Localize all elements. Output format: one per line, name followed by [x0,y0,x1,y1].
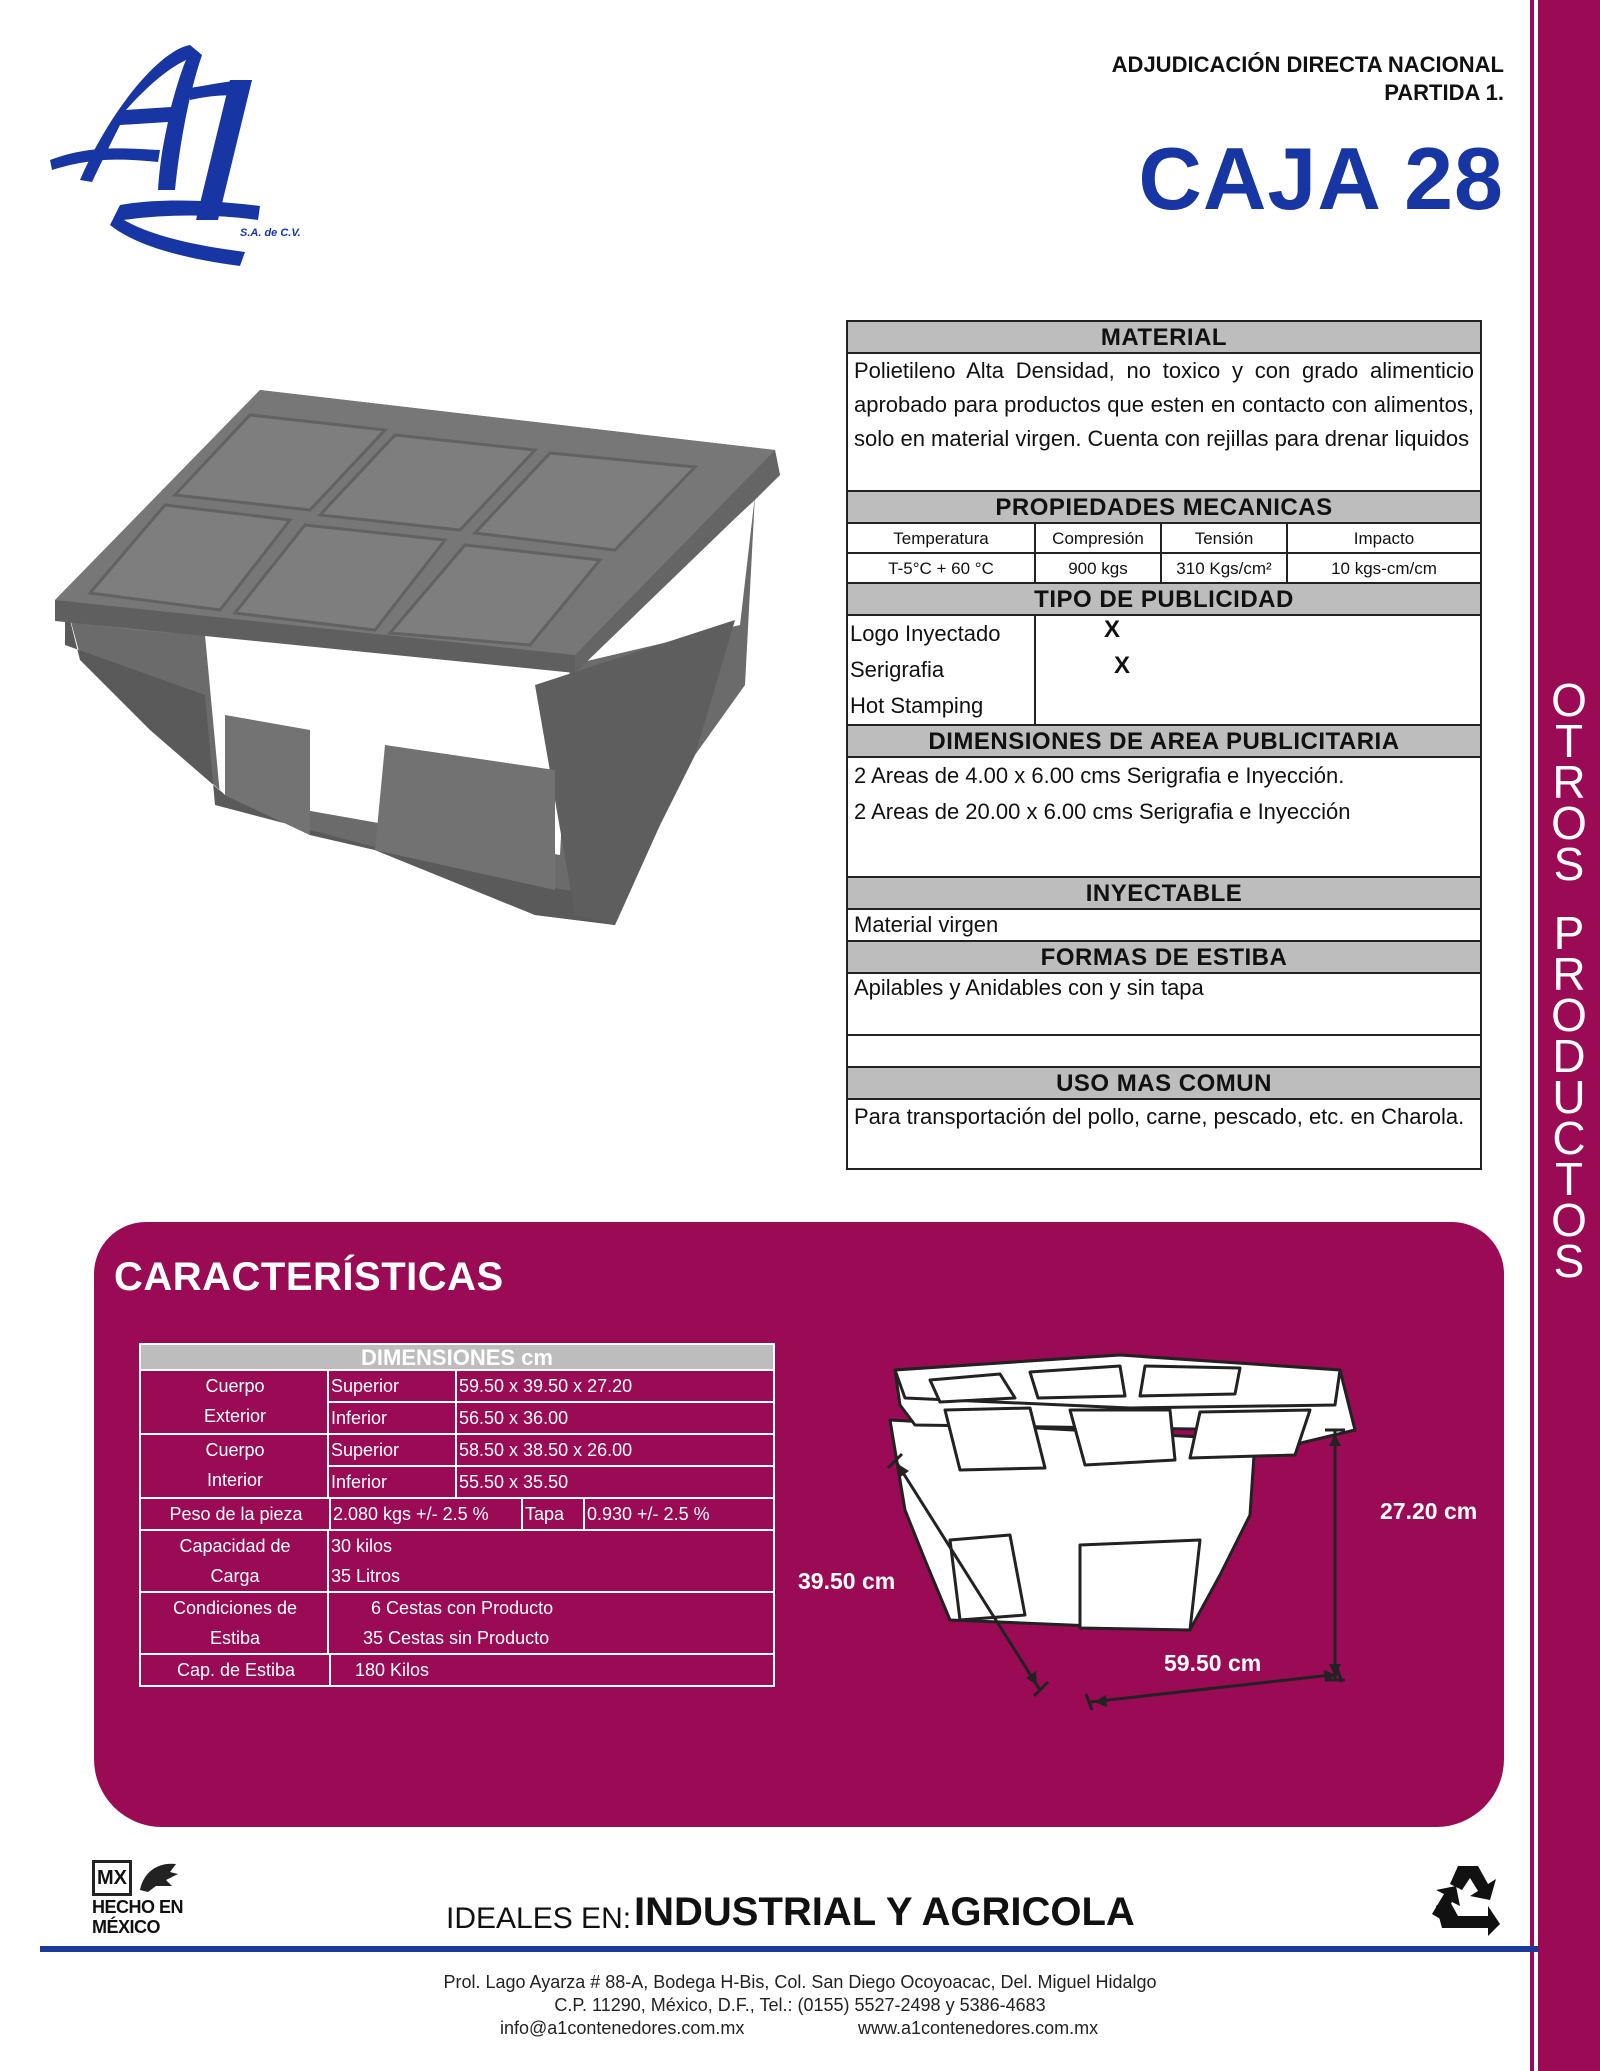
material-text: Polietileno Alta Densidad, no toxico y con grado alimenticio aprobado para productos que esten en contacto con alimentos, solo en material virgen. Cuenta con rejillas para drenar liquidos [848,354,1480,492]
company-logo [40,30,310,300]
weight-value: 2.080 kgs +/- 2.5 % [331,1499,523,1529]
side-label-letter: U [1552,1071,1586,1123]
mech-value-temperature: T-5°C + 60 °C [848,554,1036,582]
interior-superior-label: Superior [329,1435,455,1467]
mx-line-1: HECHO EN [92,1897,184,1917]
address-line-2: C.P. 11290, México, D.F., Tel.: (0155) 5527-2498 y 5386-4683 [554,1995,1046,2015]
stacking-blank-row [848,1036,1480,1068]
exterior-superior-value: 59.50 x 39.50 x 27.20 [457,1371,773,1403]
stacking-heading: FORMAS DE ESTIBA [848,942,1480,974]
capacity-label-1: Capacidad de [179,1536,291,1556]
dimensions-heading: DIMENSIONES cm [141,1345,773,1371]
stack-capacity-label: Cap. de Estiba [141,1655,331,1685]
spec-table [846,320,1482,1170]
product-photo [55,385,795,930]
side-label-letter: R [1552,948,1586,1000]
publicity-item: Serigrafia [850,657,945,682]
interior-inferior-label: Inferior [331,1472,388,1492]
ideales-value: INDUSTRIAL Y AGRICOLA [634,1890,1135,1934]
mech-header-impact: Impacto [1353,529,1415,548]
address-line-1: Prol. Lago Ayarza # 88-A, Bodega H-Bis, Col. San Diego Ocoyoacac, Del. Miguel Hidalgo [443,1972,1157,1992]
exterior-label-1: Cuerpo [205,1376,265,1396]
interior-label-1: Cuerpo [205,1440,265,1460]
side-label-letter: R [1552,756,1586,808]
publicity-item: Logo Inyectado [850,621,1001,646]
website-link[interactable]: www.a1contenedores.com.mx [858,2018,1099,2038]
capacity-row [141,1531,773,1593]
side-label-letter: C [1552,1112,1586,1164]
ideales-label: IDEALES EN: [446,1902,632,1935]
diagram-length-label: 59.50 cm [1164,1650,1262,1676]
weight-row [141,1499,773,1531]
exterior-label [141,1371,329,1433]
publicity-marks [1036,616,1480,724]
exterior-values [457,1371,773,1433]
area-heading: DIMENSIONES DE AREA PUBLICITARIA [848,726,1480,758]
usage-heading: USO MAS COMUN [848,1068,1480,1100]
stack-conditions-label-2: Estiba [209,1628,261,1648]
area-body [848,758,1480,878]
stack-conditions-value-2: 35 Cestas sin Producto [363,1628,550,1648]
interior-inferior-value: 55.50 x 35.50 [459,1472,569,1492]
mx-badge: MX [92,1860,132,1896]
header-line-2: PARTIDA 1. [1384,80,1504,105]
interior-values [457,1435,773,1497]
mech-header-compression: Compresión [1036,524,1162,552]
recycle-icon [1428,1862,1508,1938]
side-label-letter: T [1554,1153,1584,1205]
product-title: CAJA 28 [1138,129,1504,228]
interior-label [141,1435,329,1497]
diagram-width-label: 39.50 cm [798,1568,896,1594]
interior-label-2: Interior [206,1470,264,1490]
stack-conditions-row [141,1593,773,1655]
mech-header-tension: Tensión [1162,524,1288,552]
capacity-values [329,1531,773,1591]
exterior-label-2: Exterior [203,1406,266,1426]
publicity-labels [848,616,1036,724]
side-label-letter: O [1551,674,1587,726]
injectable-heading: INYECTABLE [848,878,1480,910]
interior-sublabels [329,1435,457,1497]
publicity-grid [848,616,1480,726]
capacity-value-2: 35 Litros [331,1566,401,1586]
footer-divider [40,1946,1538,1952]
mech-header-temperature: Temperatura [848,524,1036,552]
lid-value: 0.930 +/- 2.5 % [587,1504,710,1524]
publicity-item: Hot Stamping [850,693,984,718]
features-title: CARACTERÍSTICAS [114,1255,504,1299]
weight-label: Peso de la pieza [141,1499,331,1529]
hecho-en-mexico-logo [92,1860,184,1940]
area-line: 2 Areas de 20.00 x 6.00 cms Serigrafia e Inyección [854,799,1351,824]
lid-label: Tapa [523,1499,585,1529]
capacity-label [141,1531,329,1591]
stack-conditions-value-1: 6 Cestas con Producto [371,1598,554,1618]
interior-superior-value: 58.50 x 38.50 x 26.00 [457,1435,773,1467]
side-label-letter: S [1553,838,1585,890]
exterior-sublabels [329,1371,457,1433]
stack-conditions-label [141,1593,329,1653]
exterior-inferior-label: Inferior [331,1408,388,1428]
interior-row [141,1435,773,1499]
exterior-row [141,1371,773,1435]
stack-capacity-row [141,1655,773,1685]
publicity-mark: X [1104,616,1121,643]
side-label-letter: S [1553,1235,1585,1287]
diagram-height-label: 27.20 cm [1380,1498,1478,1524]
logo-subtext: S.A. de C.V. [240,227,301,239]
stack-capacity-value: 180 Kilos [355,1660,430,1680]
stack-conditions-label-1: Condiciones de [172,1598,298,1618]
area-line: 2 Areas de 4.00 x 6.00 cms Serigrafia e Inyección. [854,763,1345,788]
exterior-inferior-value: 56.50 x 36.00 [459,1408,569,1428]
side-divider-line [1530,0,1534,2071]
email-link[interactable]: info@a1contenedores.com.mx [500,2018,745,2038]
mech-value-impact: 10 kgs-cm/cm [1331,559,1437,578]
material-heading: MATERIAL [848,322,1480,354]
stack-conditions-values [329,1593,773,1653]
capacity-label-2: Carga [210,1566,260,1586]
usage-text: Para transportación del pollo, carne, pescado, etc. en Charola. [848,1100,1480,1170]
side-label-letter: O [1551,989,1587,1041]
publicity-mark: X [1114,652,1131,679]
stacking-text: Apilables y Anidables con y sin tapa [848,974,1480,1036]
exterior-superior-label: Superior [329,1371,455,1403]
mx-line-2: MÉXICO [92,1917,161,1937]
side-label-letter: T [1554,715,1584,767]
injectable-text: Material virgen [848,910,1480,942]
capacity-value-1: 30 kilos [331,1536,393,1556]
side-label-letter: P [1553,907,1585,959]
side-label [1538,674,1600,1287]
side-label-letter: D [1552,1030,1586,1082]
eagle-icon [136,1860,182,1894]
side-label-letter: O [1551,797,1587,849]
publicity-heading: TIPO DE PUBLICIDAD [848,584,1480,616]
header-line-1: ADJUDICACIÓN DIRECTA NACIONAL [1111,52,1504,77]
mechanical-heading: PROPIEDADES MECANICAS [848,492,1480,524]
dimensions-table [139,1343,775,1687]
mechanical-value-row [848,554,1480,584]
mechanical-header-row [848,524,1480,554]
mech-value-tension: 310 Kgs/cm² [1162,554,1288,582]
side-label-letter: O [1551,1194,1587,1246]
mech-value-compression: 900 kgs [1036,554,1162,582]
